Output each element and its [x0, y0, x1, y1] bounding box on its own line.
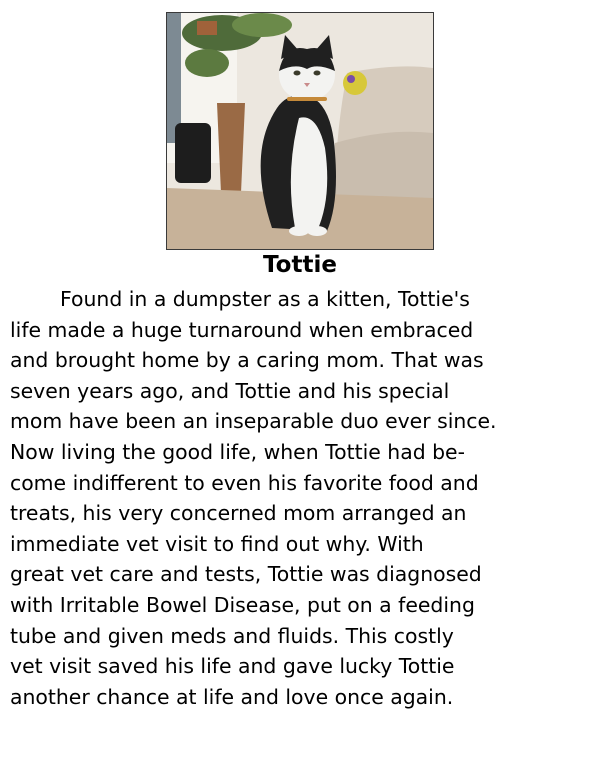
cat-paw — [289, 226, 309, 236]
cat-photo — [166, 12, 434, 250]
story-line: life made a huge turnaround when embraced — [10, 317, 474, 342]
plant-pot — [217, 103, 245, 193]
story-line: vet visit saved his life and gave lucky Tottie — [10, 654, 455, 679]
cat-photo-illustration — [167, 13, 433, 249]
story-line: tube and given meds and fluids. This costly — [10, 623, 454, 648]
cat-collar — [287, 97, 327, 101]
cat-eye — [314, 71, 321, 76]
plant-leaves — [232, 13, 292, 37]
story-line: Now living the good life, when Tottie had be- — [10, 439, 465, 464]
story-line: come indifferent to even his favorite food and — [10, 470, 479, 495]
story-line: with Irritable Bowel Disease, put on a feeding — [10, 592, 475, 617]
cat-paw — [307, 226, 327, 236]
story-line: seven years ago, and Tottie and his special — [10, 378, 450, 403]
plant-leaves — [185, 49, 229, 77]
story-line: great vet care and tests, Tottie was diagnosed — [10, 562, 482, 587]
story-body — [10, 284, 592, 712]
story-line: another chance at life and love once again. — [10, 684, 454, 709]
cat-eye — [294, 71, 301, 76]
story-title: Tottie — [263, 252, 337, 278]
story-line: and brought home by a caring mom. That was — [10, 348, 484, 373]
story-line: treats, his very concerned mom arranged an — [10, 501, 467, 526]
toy — [347, 75, 355, 83]
story-line: mom have been an inseparable duo ever since. — [10, 409, 497, 434]
toy — [343, 71, 367, 95]
story-line: immediate vet visit to find out why. With — [10, 531, 424, 556]
story-line: Found in a dumpster as a kitten, Tottie's — [60, 287, 470, 311]
speaker — [175, 123, 211, 183]
plant-pot — [197, 21, 217, 35]
